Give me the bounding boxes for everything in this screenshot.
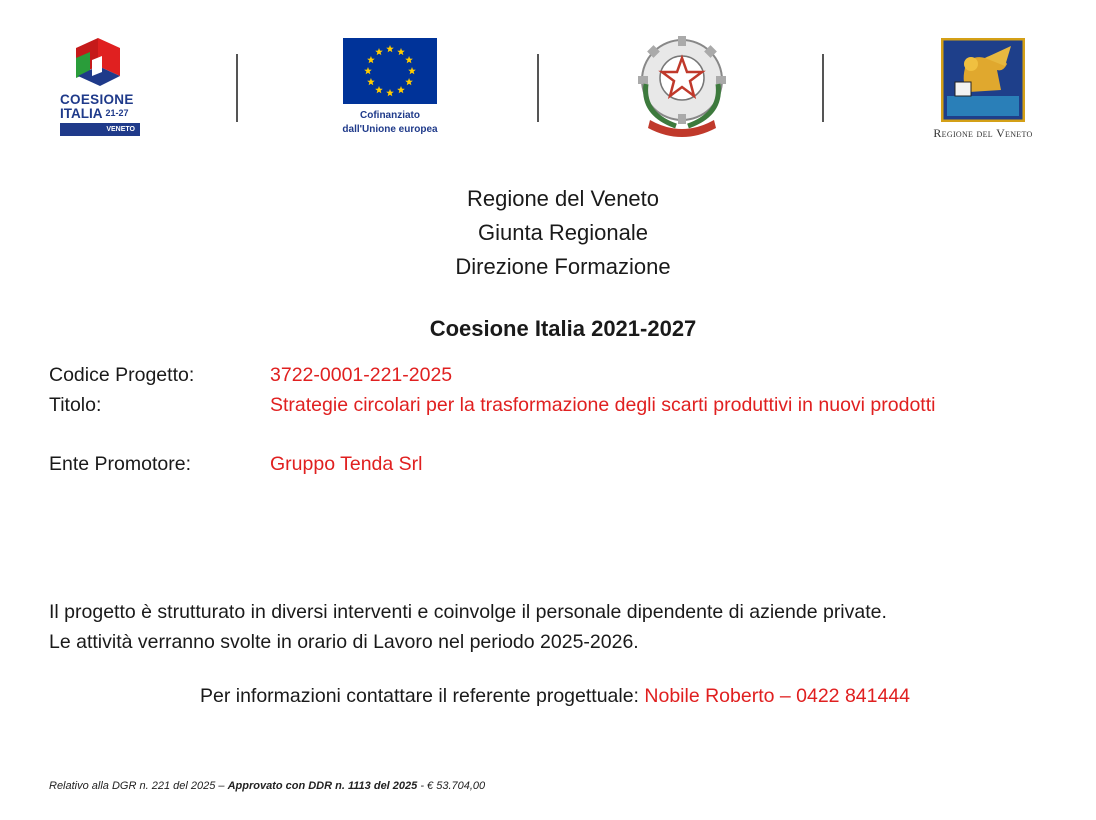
- eu-star-icon: [364, 67, 372, 74]
- footnote: [49, 780, 485, 792]
- regione-veneto-name: Regione del Veneto: [933, 126, 1033, 140]
- authority-line1: Regione del Veneto: [466, 186, 660, 211]
- eu-star-icon: [405, 56, 413, 63]
- contact-info: [0, 685, 1096, 708]
- emblem-icon: [636, 34, 728, 138]
- logo-divider: [236, 54, 238, 122]
- description-line2: Le attività verranno svolte in orario di Lavoro nel periodo 2025-2026.: [49, 631, 639, 653]
- eu-star-icon: [386, 89, 394, 96]
- eu-line1: Cofinanziato: [360, 110, 420, 121]
- authority-line3: Direzione Formazione: [455, 254, 671, 279]
- eu-line2: dall'Unione europea: [342, 124, 438, 135]
- coesione-cube-icon: [58, 36, 148, 92]
- coesione-years: 21-27: [105, 108, 129, 118]
- italia-word: [60, 106, 129, 121]
- italian-republic-emblem: [636, 34, 728, 138]
- eu-star-icon: [408, 67, 416, 74]
- coesione-word: COESIONE: [60, 92, 134, 107]
- eu-cofinanziato-logo: [330, 38, 460, 148]
- project-description: [49, 597, 887, 657]
- italia-text: ITALIA: [60, 106, 103, 121]
- eu-star-icon: [397, 48, 405, 55]
- contact-referent: Nobile Roberto – 0422 841444: [644, 685, 911, 707]
- logo-divider: [537, 54, 539, 122]
- footnote-ddr: Approvato con DDR n. 1113 del 2025: [227, 780, 418, 792]
- eu-star-icon: [375, 86, 383, 93]
- lion-of-st-mark-icon: [941, 38, 1025, 122]
- project-code-value: 3722-0001-221-2025: [270, 364, 453, 386]
- authority-line2: Giunta Regionale: [477, 220, 648, 245]
- eu-star-icon: [386, 45, 394, 52]
- coesione-italia-logo: [58, 36, 148, 146]
- promoter-value: Gruppo Tenda Srl: [270, 453, 423, 475]
- issuing-authority: [0, 182, 1096, 284]
- program-title: Coesione Italia 2021-2027: [429, 316, 697, 341]
- eu-star-icon: [375, 48, 383, 55]
- eu-star-icon: [367, 56, 375, 63]
- contact-prefix: Per informazioni contattare il referente progettuale:: [199, 685, 645, 707]
- project-title-label: Titolo:: [49, 394, 102, 416]
- regione-veneto-logo: [915, 38, 1055, 148]
- eu-star-icon: [367, 78, 375, 85]
- coesione-veneto-label: VENETO: [60, 123, 140, 136]
- eu-star-icon: [397, 86, 405, 93]
- eu-star-icon: [405, 78, 413, 85]
- project-code-label: Codice Progetto:: [49, 364, 195, 386]
- logo-divider: [822, 54, 824, 122]
- footnote-dgr: Relativo alla DGR n. 221 del 2025 –: [49, 780, 228, 792]
- eu-stars-icon: [343, 38, 437, 104]
- eu-flag-icon: [343, 38, 437, 104]
- promoter-label: Ente Promotore:: [49, 453, 191, 475]
- logo-bar: [0, 30, 1096, 150]
- project-title-value: Strategie circolari per la trasformazione degli scarti produttivi in nuovi prodotti: [270, 394, 936, 416]
- footnote-amount: - € 53.704,00: [417, 780, 486, 792]
- description-line1: Il progetto è strutturato in diversi interventi e coinvolge il personale dipendente di aziende private.: [49, 601, 887, 623]
